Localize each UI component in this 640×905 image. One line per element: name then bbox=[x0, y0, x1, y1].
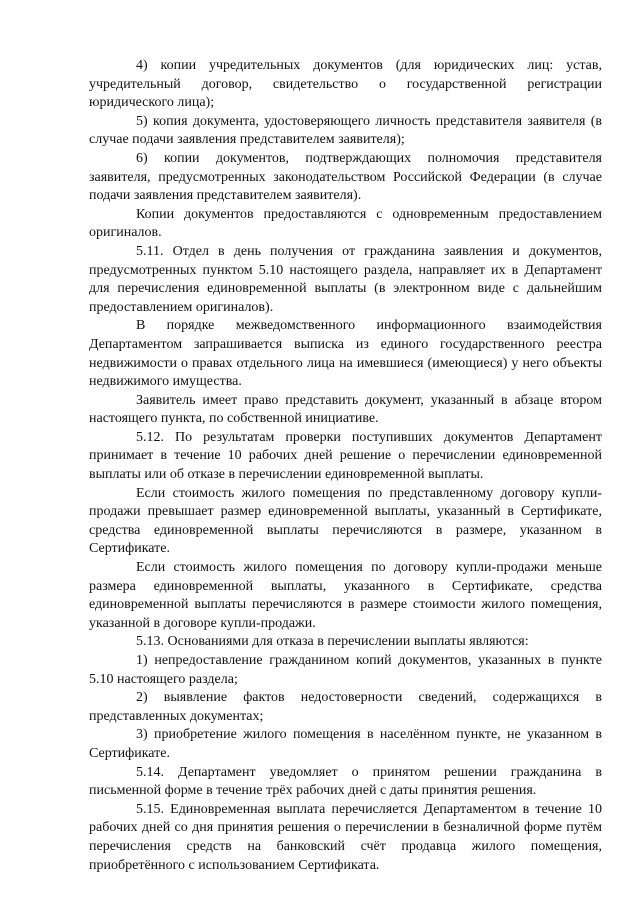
paragraph-cost-less: Если стоимость жилого помещения по договору купли-продажи меньше размера единовременной выплаты, указанного в Сертификате, средства единовременной выплаты перечисляются в размере стоимости жилого помещения, указанной в договоре купли-продажи. bbox=[89, 560, 602, 631]
paragraph-5-11: 5.11. Отдел в день получения от гражданина заявления и документов, предусмотренных пунктом 5.10 настоящего раздела, направляет их в Департамент для перечисления единовременной выплаты (в электронном виде с дальнейшим предоставлением оригиналов). bbox=[89, 243, 602, 315]
paragraph-5-15: 5.15. Единовременная выплата перечисляется Департаментом в течение 10 рабочих дней со дня принятия решения о перечислении в безналичной форме путём перечисления средств на банковский счёт продавца жилого помещения, приобретённого с использованием Сертификата. bbox=[89, 801, 602, 873]
paragraph-item-5-representative-id: 5) копия документа, удостоверяющего личность представителя заявителя (в случае подачи заявления представителем заявителя); bbox=[89, 113, 602, 148]
paragraph-interagency-request: В порядке межведомственного информационного взаимодействия Департаментом запрашивается выписка из единого государственного реестра недвижимости о правах отдельного лица на имевшиеся (имеющиеся) у него объекты недвижимого имущества. bbox=[89, 318, 602, 390]
paragraph-item-4-founding-documents: 4) копии учредительных документов (для юридических лиц: устав, учредительный договор, свидетельство о государственной регистрации юридического лица); bbox=[89, 58, 602, 111]
paragraph-copies-with-originals: Копии документов предоставляются с одновременным предоставлением оригиналов. bbox=[89, 206, 602, 241]
paragraph-cost-exceeds: Если стоимость жилого помещения по представленному договору купли-продажи превышает размер единовременной выплаты, указанный в Сертификате, средства единовременной выплаты перечисляются в размере, указанном в Сертификате. bbox=[89, 485, 602, 557]
paragraph-refusal-1: 1) непредоставление гражданином копий документов, указанных в пункте 5.10 настоящего раздела; bbox=[89, 653, 602, 687]
paragraph-5-12: 5.12. По результатам проверки поступивших документов Департамент принимает в течение 10 рабочих дней решение о перечислении единовременной выплаты или об отказе в перечислении единовременной выплаты. bbox=[89, 429, 602, 483]
paragraph-5-13: 5.13. Основаниями для отказа в перечислении выплаты являются: bbox=[136, 634, 529, 650]
paragraph-own-initiative: Заявитель имеет право представить документ, указанный в абзаце втором настоящего пункта, по собственной инициативе. bbox=[89, 392, 602, 427]
paragraph-5-14: 5.14. Департамент уведомляет о принятом решении гражданина в письменной форме в течение трёх рабочих дней с даты принятия решения. bbox=[89, 764, 602, 799]
paragraph-item-6-representative-authority: 6) копии документов, подтверждающих полномочия представителя заявителя, предусмотренных законодательством Российской Федерации (в случае подачи заявления представителем заявителя). bbox=[89, 150, 602, 204]
paragraph-refusal-2: 2) выявление фактов недостоверности сведений, содержащихся в представленных документах; bbox=[89, 690, 602, 724]
paragraph-refusal-3: 3) приобретение жилого помещения в населённом пункте, не указанном в Сертификате. bbox=[89, 727, 602, 761]
document-page bbox=[89, 57, 602, 875]
